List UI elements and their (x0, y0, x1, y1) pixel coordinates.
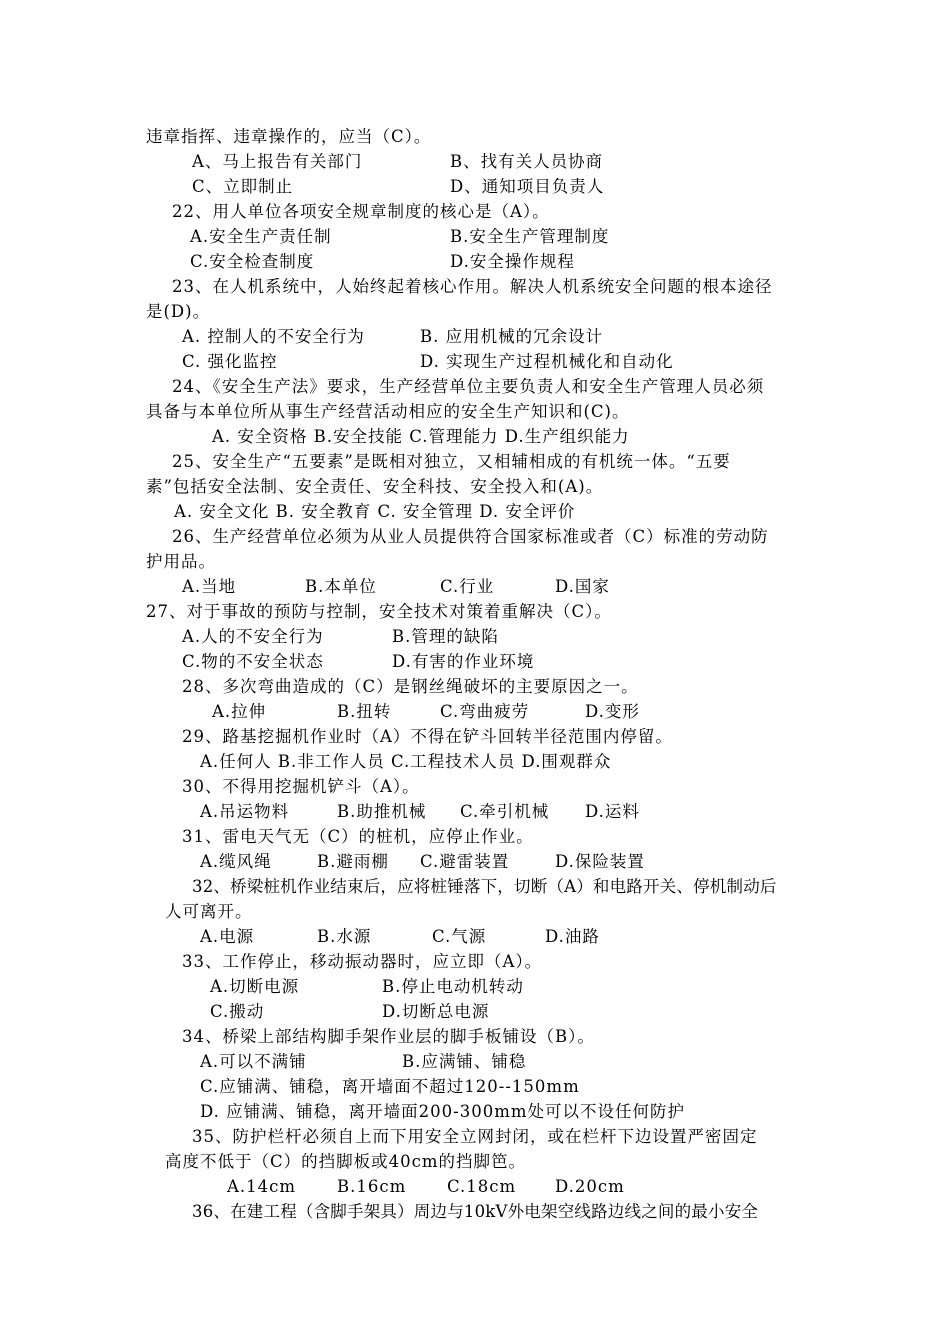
option-a: A.安全生产责任制 (190, 227, 332, 246)
question-text: 25、安全生产“五要素”是既相对独立，又相辅相成的有机统一体。“五要 (172, 452, 731, 471)
line-text: 违章指挥、违章操作的，应当（C）。 (146, 127, 432, 146)
option-b: B.停止电动机转动 (382, 977, 524, 996)
question-text: 28、多次弯曲造成的（C）是钢丝绳破坏的主要原因之一。 (182, 677, 639, 696)
option-c: C.物的不安全状态 (182, 652, 324, 671)
option-c: C.行业 (440, 577, 495, 596)
option-d: D.保险装置 (555, 852, 645, 871)
option-d: D.国家 (555, 577, 610, 596)
option-b: B、找有关人员协商 (450, 152, 604, 171)
option-d: D.运料 (585, 802, 640, 821)
option-c: C.弯曲疲劳 (440, 702, 530, 721)
question-text: 29、路基挖掘机作业时（A）不得在铲斗回转半径范围内停留。 (182, 727, 673, 746)
option-a: A.电源 (200, 927, 255, 946)
option-b: B.应满铺、铺稳 (402, 1052, 527, 1071)
option-d: D.切断总电源 (382, 1002, 490, 1021)
option-c: C.牵引机械 (460, 802, 550, 821)
question-text: 27、对于事故的预防与控制，安全技术对策着重解决（C）。 (146, 602, 612, 621)
question-text: 30、不得用挖掘机铲斗（A）。 (182, 777, 420, 796)
option-a: A.当地 (182, 577, 237, 596)
option-a: A.人的不安全行为 (182, 627, 324, 646)
question-text: 31、雷电天气无（C）的桩机，应停止作业。 (182, 827, 534, 846)
option-a: A.吊运物料 (200, 802, 290, 821)
option-d: D.安全操作规程 (450, 252, 575, 271)
option-b: B.16cm (337, 1177, 407, 1196)
option-a: A.拉伸 (212, 702, 267, 721)
options-text: A.任何人 B.非工作人员 C.工程技术人员 D.围观群众 (200, 752, 612, 771)
question-text: 是(D)。 (146, 302, 211, 321)
option-d: D. 应铺满、铺稳，离开墙面200-300mm处可以不设任何防护 (200, 1102, 685, 1121)
question-text: 高度不低于（C）的挡脚板或40cm的挡脚笆。 (165, 1152, 527, 1171)
question-text: 35、防护栏杆必须自上而下用安全立网封闭，或在栏杆下边设置严密固定 (192, 1127, 758, 1146)
option-c: C. 强化监控 (182, 352, 278, 371)
question-text: 24、《安全生产法》要求，生产经营单位主要负责人和安全生产管理人员必须 (172, 377, 765, 396)
option-d: D.油路 (545, 927, 600, 946)
option-d: D.变形 (585, 702, 640, 721)
question-text: 26、生产经营单位必须为从业人员提供符合国家标准或者（C）标准的劳动防 (172, 527, 769, 546)
option-a: A.缆风绳 (200, 852, 272, 871)
option-c: C.避雷装置 (420, 852, 510, 871)
question-text: 33、工作停止，移动振动器时，应立即（A）。 (182, 952, 543, 971)
option-c: C.安全检查制度 (190, 252, 315, 271)
option-c: C.搬动 (210, 1002, 265, 1021)
option-b: B. 应用机械的冗余设计 (420, 327, 604, 346)
options-text: A. 安全文化 B. 安全教育 C. 安全管理 D. 安全评价 (174, 502, 576, 521)
option-c: C.应铺满、铺稳，离开墙面不超过120--150mm (200, 1077, 580, 1096)
option-b: B.本单位 (305, 577, 377, 596)
option-a: A.可以不满铺 (200, 1052, 307, 1071)
option-b: B.管理的缺陷 (392, 627, 499, 646)
option-c: C.气源 (432, 927, 487, 946)
option-c: C.18cm (447, 1177, 517, 1196)
option-a: A.切断电源 (210, 977, 300, 996)
question-text: 人可离开。 (165, 902, 253, 921)
option-d: D.20cm (555, 1177, 625, 1196)
question-text: 23、在人机系统中，人始终起着核心作用。解决人机系统安全问题的根本途径 (172, 277, 773, 296)
option-d: D、通知项目负责人 (450, 177, 605, 196)
option-d: D. 实现生产过程机械化和自动化 (420, 352, 674, 371)
options-text: A. 安全资格 B.安全技能 C.管理能力 D.生产组织能力 (212, 427, 630, 446)
option-a: A.14cm (227, 1177, 297, 1196)
question-text: 具备与本单位所从事生产经营活动相应的安全生产知识和(C)。 (146, 402, 630, 421)
question-text: 34、桥梁上部结构脚手架作业层的脚手板铺设（B）。 (182, 1027, 595, 1046)
option-b: B.水源 (317, 927, 372, 946)
option-b: B.安全生产管理制度 (450, 227, 610, 246)
question-text: 22、用人单位各项安全规章制度的核心是（A）。 (172, 202, 550, 221)
option-c: C、立即制止 (192, 177, 294, 196)
question-text: 护用品。 (146, 552, 216, 571)
question-text: 素”包括安全法制、安全责任、安全科技、安全投入和(A)。 (146, 477, 604, 496)
option-b: B.助推机械 (337, 802, 427, 821)
option-d: D.有害的作业环境 (392, 652, 535, 671)
option-a: A、马上报告有关部门 (192, 152, 363, 171)
question-text: 36、在建工程（含脚手架具）周边与10kV外电架空线路边线之间的最小安全 (192, 1202, 759, 1221)
option-b: B.避雨棚 (317, 852, 389, 871)
question-text: 32、桥梁桩机作业结束后，应将桩锤落下，切断（A）和电路开关、停机制动后 (192, 877, 777, 896)
option-a: A. 控制人的不安全行为 (182, 327, 365, 346)
option-b: B.扭转 (337, 702, 392, 721)
